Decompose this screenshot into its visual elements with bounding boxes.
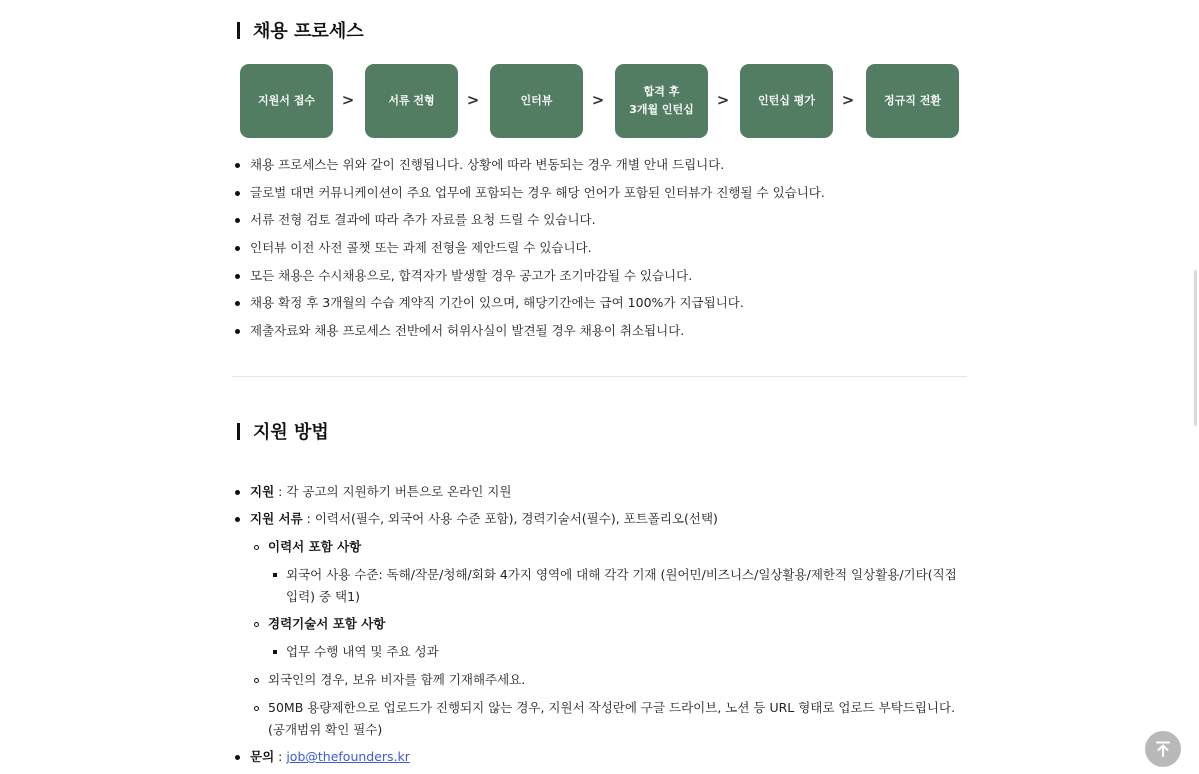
bullet-square xyxy=(273,573,277,577)
list-item-resume-detail: 외국어 사용 수준: 독해/작문/청해/회화 4가지 영역에 대해 각각 기재 (원어민/비즈니스/일상활용/제한적 일상활용/기타(직접 입력) 중 택1) xyxy=(286,567,957,604)
section-divider xyxy=(232,376,967,377)
list-item-size-note: 50MB 용량제한으로 업로드가 진행되지 않는 경우, 지원서 작성란에 구글 드라이브, 노션 등 URL 형태로 업로드 부탁드립니다. (공개범위 확인 필수) xyxy=(268,700,956,737)
process-step: 인턴십 평가 xyxy=(740,64,833,138)
process-step: 지원서 접수 xyxy=(240,64,333,138)
process-step: 인터뷰 xyxy=(490,64,583,138)
list-item-career-detail: 업무 수행 내역 및 주요 성과 xyxy=(286,644,439,659)
title-bar xyxy=(237,423,240,440)
docs-text: : 이력서(필수, 외국어 사용 수준 포함), 경력기술서(필수), 포트폴리오(선택) xyxy=(302,511,718,526)
career-label: 경력기술서 포함 사항 xyxy=(268,616,386,631)
section-title-text: 지원 방법 xyxy=(253,422,329,443)
list-item-apply xyxy=(250,481,511,503)
title-bar xyxy=(237,22,240,39)
process-flow xyxy=(240,64,960,138)
bullet-dot xyxy=(235,490,240,495)
bullet-dot xyxy=(235,755,240,760)
docs-label: 지원 서류 xyxy=(250,511,303,526)
section-title-text: 채용 프로세스 xyxy=(253,21,364,42)
apply-label: 지원 xyxy=(250,484,275,499)
list-item-contact xyxy=(250,746,410,768)
chevron-right-icon: > xyxy=(716,91,730,109)
bullet-square xyxy=(273,650,277,654)
resume-label: 이력서 포함 사항 xyxy=(268,539,362,554)
chevron-right-icon: > xyxy=(466,91,480,109)
contact-email-link[interactable]: job@thefounders.kr xyxy=(286,749,410,764)
list-item: 서류 전형 검토 결과에 따라 추가 자료를 요청 드릴 수 있습니다. xyxy=(232,208,967,236)
list-item: 모든 채용은 수시채용으로, 합격자가 발생할 경우 공고가 조기마감될 수 있습니다. xyxy=(232,264,967,292)
list-item: 제출자료와 채용 프로세스 전반에서 허위사실이 발견될 경우 채용이 취소됩니다. xyxy=(232,319,967,347)
chevron-right-icon: > xyxy=(591,91,605,109)
list-item-resume xyxy=(268,536,361,558)
contact-separator: : xyxy=(274,749,287,764)
list-item: 채용 프로세스는 위와 같이 진행됩니다. 상황에 따라 변동되는 경우 개별 안내 드립니다. xyxy=(232,153,967,181)
process-step: 합격 후 3개월 인턴십 xyxy=(615,64,708,138)
bullet-circle xyxy=(254,545,259,550)
process-notes-list xyxy=(232,153,967,347)
scrollbar-thumb[interactable] xyxy=(1194,270,1197,426)
list-item: 글로벌 대면 커뮤니케이션이 주요 업무에 포함되는 경우 해당 언어가 포함된 인터뷰가 진행될 수 있습니다. xyxy=(232,181,967,209)
process-step: 서류 전형 xyxy=(365,64,458,138)
contact-label: 문의 xyxy=(250,749,275,764)
section-title-process xyxy=(232,17,364,43)
list-item-visa: 외국인의 경우, 보유 비자를 함께 기재해주세요. xyxy=(268,672,526,687)
list-item-documents xyxy=(250,508,718,530)
bullet-circle xyxy=(254,622,259,627)
chevron-right-icon: > xyxy=(341,91,355,109)
scroll-to-top-button[interactable] xyxy=(1145,731,1181,767)
bullet-circle xyxy=(254,706,259,711)
bullet-dot xyxy=(235,517,240,522)
bullet-circle xyxy=(254,678,259,683)
list-item: 인터뷰 이전 사전 콜챗 또는 과제 전형을 제안드릴 수 있습니다. xyxy=(232,236,967,264)
list-item: 채용 확정 후 3개월의 수습 계약직 기간이 있으며, 해당기간에는 급여 100%가 지급됩니다. xyxy=(232,291,967,319)
arrow-up-to-line-icon xyxy=(1154,740,1172,758)
list-item-career xyxy=(268,613,385,635)
apply-text: : 각 공고의 지원하기 버튼으로 온라인 지원 xyxy=(274,484,512,499)
chevron-right-icon: > xyxy=(841,91,855,109)
section-title-apply xyxy=(232,418,329,444)
process-step: 정규직 전환 xyxy=(866,64,959,138)
